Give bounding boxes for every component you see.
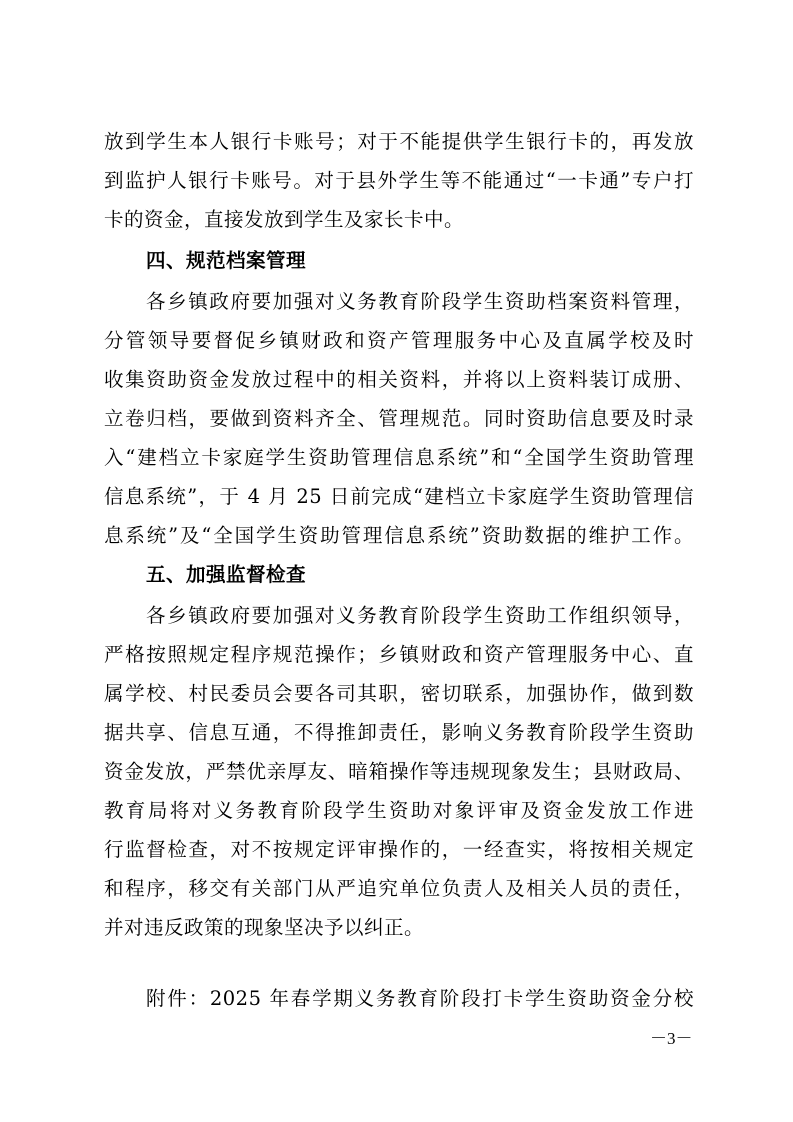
attachment-line: 附件：2025 年春学期义务教育阶段打卡学生资助资金分校 bbox=[146, 987, 694, 1010]
paragraph-line: 息系统”及“全国学生资助管理信息系统”资助数据的维护工作。 bbox=[104, 524, 694, 547]
section-heading-supervision: 五、加强监督检查 bbox=[146, 563, 307, 586]
section-heading-archive-management: 四、规范档案管理 bbox=[146, 249, 307, 272]
paragraph-line: 属学校、村民委员会要各司其职，密切联系，加强协作，做到数 bbox=[104, 682, 694, 705]
paragraph-line: 并对违反政策的现象坚决予以纠正。 bbox=[104, 916, 425, 939]
paragraph-line: 和程序，移交有关部门从严追究单位负责人及相关人员的责任， bbox=[104, 877, 694, 900]
paragraph-line: 信息系统”，于 4 月 25 日前完成“建档立卡家庭学生资助管理信 bbox=[104, 485, 694, 508]
paragraph-line: 分管领导要督促乡镇财政和资产管理服务中心及直属学校及时 bbox=[104, 329, 694, 352]
paragraph-line: 资金发放，严禁优亲厚友、暗箱操作等违规现象发生；县财政局、 bbox=[104, 760, 694, 783]
paragraph-line: 严格按照规定程序规范操作；乡镇财政和资产管理服务中心、直 bbox=[104, 643, 694, 666]
paragraph-line: 到监护人银行卡账号。对于县外学生等不能通过“一卡通”专户打 bbox=[104, 169, 694, 192]
paragraph-line: 各乡镇政府要加强对义务教育阶段学生资助档案资料管理， bbox=[146, 290, 694, 313]
paragraph-line: 卡的资金，直接发放到学生及家长卡中。 bbox=[104, 208, 465, 231]
page-number: －3－ bbox=[650, 1029, 693, 1048]
paragraph-line: 立卷归档，要做到资料齐全、管理规范。同时资助信息要及时录 bbox=[104, 407, 694, 430]
paragraph-line: 入“建档立卡家庭学生资助管理信息系统”和“全国学生资助管理 bbox=[104, 446, 694, 469]
paragraph-line: 收集资助资金发放过程中的相关资料，并将以上资料装订成册、 bbox=[104, 368, 694, 391]
paragraph-line: 放到学生本人银行卡账号；对于不能提供学生银行卡的，再发放 bbox=[104, 130, 694, 153]
paragraph-line: 各乡镇政府要加强对义务教育阶段学生资助工作组织领导， bbox=[146, 604, 694, 627]
paragraph-line: 行监督检查，对不按规定评审操作的，一经查实，将按相关规定 bbox=[104, 838, 694, 861]
paragraph-line: 据共享、信息互通，不得推卸责任，影响义务教育阶段学生资助 bbox=[104, 721, 694, 744]
paragraph-line: 教育局将对义务教育阶段学生资助对象评审及资金发放工作进 bbox=[104, 799, 694, 822]
